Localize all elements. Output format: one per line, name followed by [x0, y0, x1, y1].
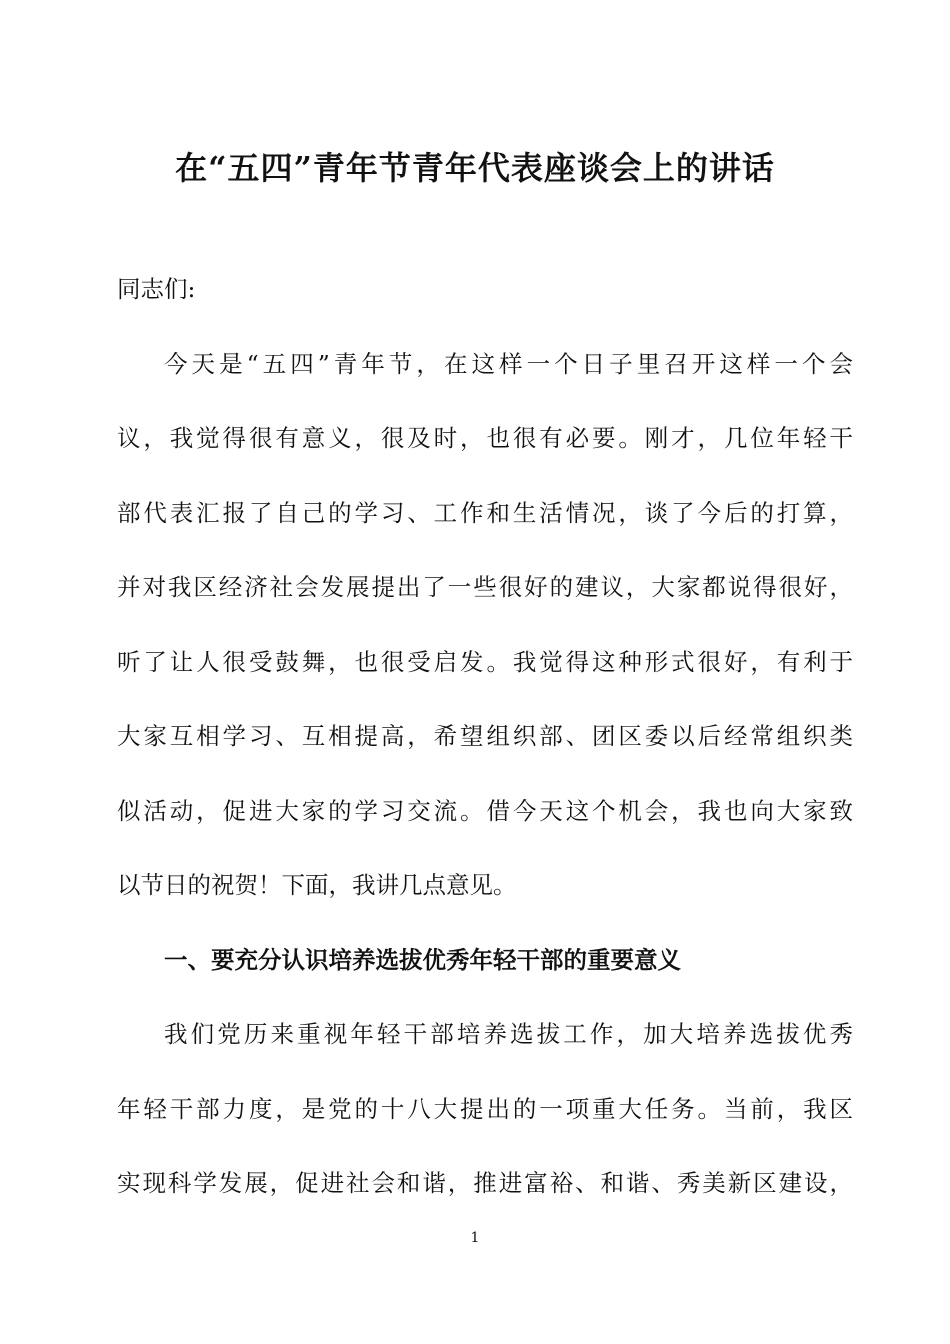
paragraph-2-line: 我们党历来重视年轻干部培养选拔工作，加大培养选拔优秀 — [164, 1020, 853, 1048]
paragraph-1-line: 议，我觉得很有意义，很及时，也很有必要。刚才，几位年轻干 — [117, 424, 853, 452]
paragraph-1-line: 并对我区经济社会发展提出了一些很好的建议，大家都说得很好， — [117, 573, 853, 601]
paragraph-2-line: 实现科学发展，促进社会和谐，推进富裕、和谐、秀美新区建设， — [117, 1169, 853, 1197]
salutation: 同志们: — [117, 275, 196, 303]
paragraph-1-line: 听了让人很受鼓舞，也很受启发。我觉得这种形式很好，有利于 — [117, 647, 853, 676]
paragraph-1-line: 今天是“五四”青年节，在这样一个日子里召开这样一个会 — [164, 349, 853, 378]
paragraph-1-line: 似活动，促进大家的学习交流。借今天这个机会，我也向大家致 — [117, 796, 853, 825]
document-title: 在“五四”青年节青年代表座谈会上的讲话 — [175, 149, 775, 187]
page-number: 1 — [470, 1230, 480, 1246]
section-1-heading: 一、要充分认识培养选拔优秀年轻干部的重要意义 — [164, 945, 681, 974]
paragraph-2-line: 年轻干部力度，是党的十八大提出的一项重大任务。当前，我区 — [117, 1094, 853, 1123]
document-body — [117, 252, 853, 1221]
paragraph-1-line: 大家互相学习、互相提高，希望组织部、团区委以后经常组织类 — [117, 722, 853, 750]
paragraph-1-line: 部代表汇报了自己的学习、工作和生活情况，谈了今后的打算， — [117, 498, 853, 527]
paragraph-1-line: 以节日的祝贺！下面，我讲几点意见。 — [117, 871, 517, 899]
